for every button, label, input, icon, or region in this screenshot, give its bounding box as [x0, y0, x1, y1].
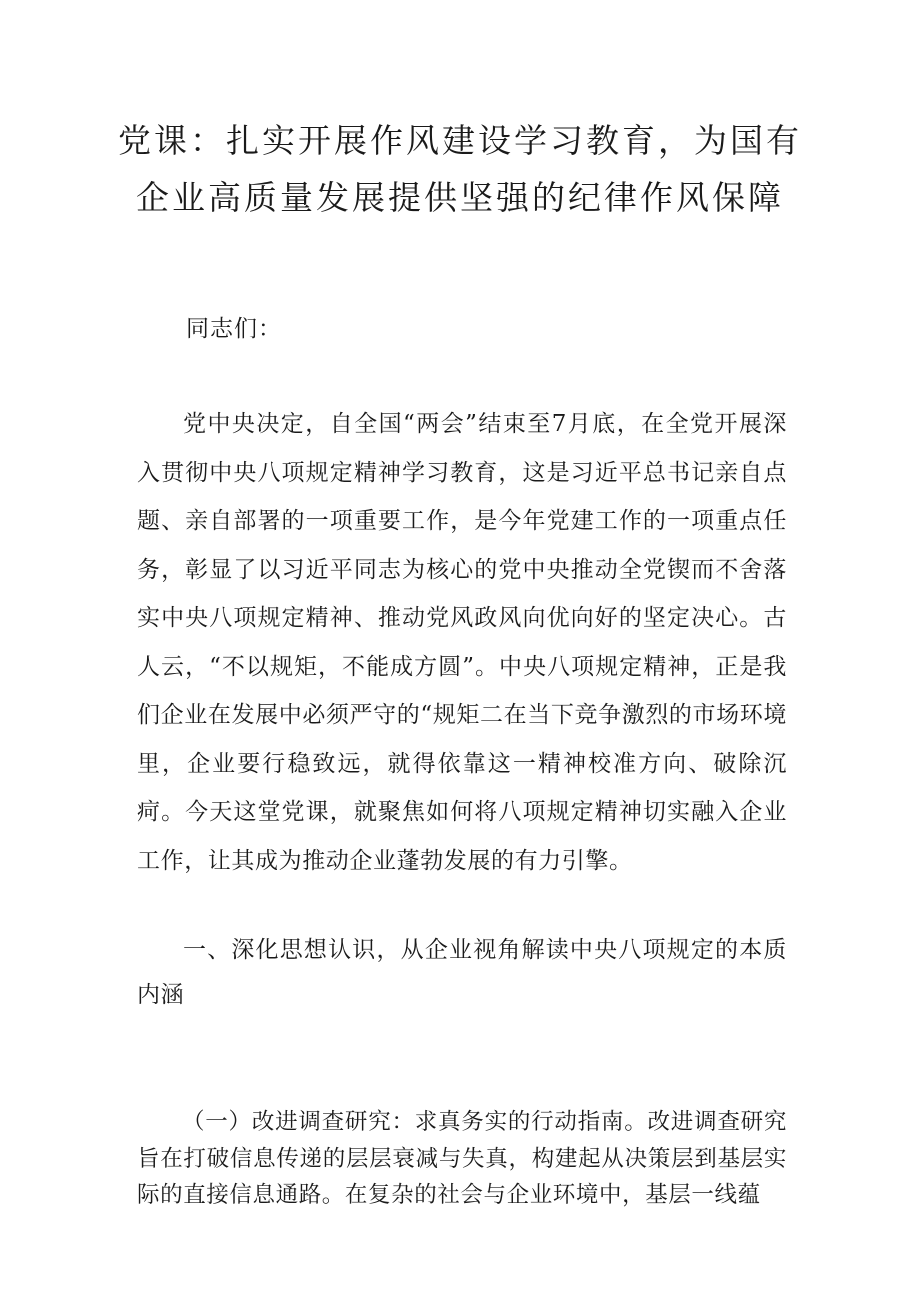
section-heading-1: 一、深化思想认识，从企业视角解读中央八项规定的本质内涵 [137, 937, 787, 1008]
subsection-paragraph-1: （一）改进调查研究：求真务实的行动指南。改进调查研究旨在打破信息传递的层层衰减与失真，构建起从决策层到基层实际的直接信息通路。在复杂的社会与企业环境中，基层一线蕴 [137, 1109, 787, 1208]
intro-paragraph: 党中央决定，自全国“两会”结束至7月底，在全党开展深入贯彻中央八项规定精神学习教育，这是习近平总书记亲自点题、亲自部署的一项重要工作，是今年党建工作的一项重点任务，彰显了以习近平同志为核心的党中央推动全党锲而不舍落实中央八项规定精神、推动党风政风向优向好的坚定决心。古人云，“不以规矩，不能成方圆”。中央八项规定精神，正是我们企业在发展中必须严守的“规矩二在当下竞争激烈的市场环境里，企业要行稳致远，就得依靠这一精神校准方向、破除沉疴。今天这堂党课，就聚焦如何将八项规定精神切实融入企业工作，让其成为推动企业蓬勃发展的有力引擎。 [137, 411, 787, 874]
document-title-line-1: 党课：扎实开展作风建设学习教育，为国有 [118, 121, 802, 160]
salutation: 同志们： [186, 316, 282, 342]
document-title-line-2: 企业高质量发展提供坚强的纪律作风保障 [136, 178, 784, 217]
